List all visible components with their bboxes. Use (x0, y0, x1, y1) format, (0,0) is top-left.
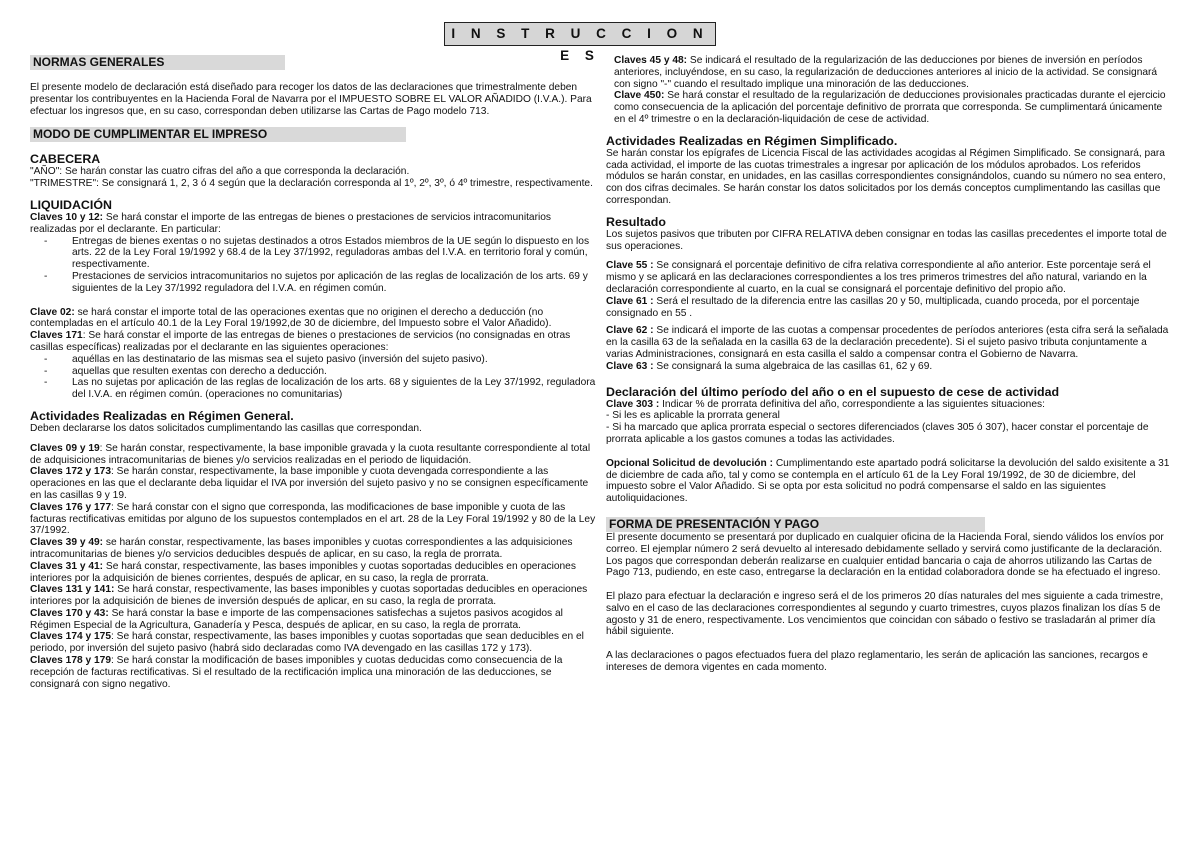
clave-178-paragraph (30, 655, 600, 690)
clave-63-label: Clave 63 : (606, 360, 654, 372)
ultimo-periodo-heading: Declaración del último período del año o en el supuesto de cese de actividad (606, 384, 1060, 399)
clave-176-text: : Se hará constar con el signo que corresponda, las modificaciones de base imponible y cuota de las facturas rectificativas emitidas por alguno de los supuestos contemplados en el art. 28 de la Ley Foral 19/1992 y 80 de la Ley 37/1992. (30, 501, 596, 537)
clave-10-label: Claves 10 y 12: (30, 211, 104, 223)
right-column (606, 55, 1170, 674)
cabecera-line-2: "TRIMESTRE": Se consignará 1, 2, 3 ó 4 según que la declaración corresponda al 1º, 2º, 3º, ó 4º trimestre, respectivamente. (30, 178, 593, 190)
clave-55-paragraph (606, 260, 1170, 295)
opcional-devolucion-text: Cumplimentando este apartado podrá solicitarse la devolución del saldo exisitente a 31 de diciembre de cada año, tal y como se contempla en el artículo 61 de la Ley Foral 19/1992, de 30 de diciembre, del impuesto sobre el Valor Añadido. Si se opta por esta solicitud no podrá compensarse el saldo en las siguientes autoliquidaciones. (606, 457, 1170, 505)
clave-303-paragraph (606, 399, 1170, 411)
clave-178-label: Claves 178 y 179 (30, 655, 112, 667)
clave-174-paragraph (30, 631, 600, 655)
clave-62-paragraph (606, 325, 1170, 360)
clave-09-text: : Se harán constar, respectivamente, la base imponible gravada y la cuota resultante correspondiente al total de adquisiciones intracomunitarias de bienes y/o servicios realizadas en el periodo de liquidación. (30, 442, 591, 466)
resultado-heading: Resultado (606, 214, 666, 229)
clave-172-label: Claves 172 y 173 (30, 466, 112, 478)
clave-450-text: Se hará constar el resultado de la regularización de deducciones provisionales practicadas durante el ejercicio como consecuencia de la aplicación del porcentaje definitivo de prorrata que corresponda. Se cumplimentará únicamente en el 4º trimestre o en la declaración-liquidación de cese de actividad. (614, 90, 1166, 125)
clave-174-text: : Se hará constar, respectivamente, las bases imponibles y cuotas soportadas que sean deducibles en el periodo, por inversión del sujeto pasivo (habrá sido declaradas como IVA devengado en las casillas 172 y 173). (30, 631, 584, 655)
clave-303-text: Indicar % de prorrata definitiva del año, correspondiente a las siguientes situaciones: (659, 398, 1045, 410)
clave-178-text: : Se hará constar la modificación de bases imponibles y cuotas deducidas como consecuencia de la recepción de facturas rectificativas. Si el resultado de la rectificación implica una minoración de las deducciones, se consignará con signo negativo. (30, 655, 563, 690)
normas-text: El presente modelo de declaración está diseñado para recoger los datos de las declaraciones que trimestralmente deben presentar los contribuyentes en la Hacienda Foral de Navarra por el IMPUESTO SOBRE EL VALOR AÑADIDO (I.V.A.). Para efectuar los ingresos que, en su caso, correspondan deben utilizarse las Cartas de Pago modelo 713. (30, 82, 592, 117)
clave-10-text: Se hará constar el importe de las entregas de bienes o prestaciones de servicios intracomunitarios realizadas por el declarante. En particular: (30, 211, 551, 235)
clave-02-label: Clave 02: (30, 306, 75, 318)
left-column (30, 55, 600, 690)
clave-63-text: Se consignará la suma algebraica de las casillas 61, 62 y 69. (653, 360, 933, 372)
list-item: - Prestaciones de servicios intracomunitarios no sujetos por aplicación de las reglas de localización de los arts. 69 y siguientes de la Ley 37/1992 reguladora del I.V.A. en régimen común. (30, 271, 600, 295)
clave-55-text: Se consignará el porcentaje definitivo de cifra relativa correspondiente al año anterior. Este porcentaje será el mismo y se aplicará en las declaraciones correspondientes a los tres primeros trimestres del año natural, variando en la declaración correspondiente al cuarto, en la cual se consignará el porcentaje definitivo del propio año. (606, 260, 1151, 295)
clave-171-text: : Se hará constar el importe de las entregas de bienes o prestaciones de servicios (no consignadas en otras casillas específicas) realizadas por el declarante en las siguientes operaciones: (30, 330, 571, 353)
list-item: - aquéllas en las destinatario de las mismas sea el sujeto pasivo (inversión del sujeto pasivo). (30, 354, 600, 366)
clave-02-text: se hará constar el importe total de las operaciones exentas que no originen el derecho a deducción (no contempladas en el artículo 40.1 de la Ley Foral 19/1992,de 30 de diciembre, del Impuesto sobre el Valor Añadido). (30, 306, 552, 330)
page-title: I N S T R U C C I O N E S (444, 22, 716, 46)
opcional-devolucion-paragraph (606, 458, 1170, 505)
clave-45-text: Se indicará el resultado de la regularización de las deducciones por bienes de inversión en períodos anteriores, incluyéndose, en su caso, la regularización de deducciones anteriores al inicio de la actividad. Se consignará con signo "-" cuando el resultado implique una minoración de las deducciones. (614, 55, 1158, 90)
clave-170-text: Se hará constar la base e importe de las compensaciones satisfechas a sujetos pasivos acogidos al Régimen Especial de la Agricultura, Ganadería y Pesca, después de aplicar, en su caso, la regla de prorrata. (30, 607, 563, 631)
clave-170-label: Claves 170 y 43: (30, 607, 109, 619)
clave-171-list (30, 354, 600, 401)
clave-31-text: Se hará constar, respectivamente, las bases imponibles y cuotas soportadas deducibles en operaciones interiores por la adquisición de bienes corrientes, después de aplicar, en su caso, la regla de prorrata. (30, 560, 576, 584)
forma-presentacion-heading: FORMA DE PRESENTACIÓN Y PAGO (606, 517, 985, 532)
clave-45-label: Claves 45 y 48: (614, 55, 688, 66)
cabecera-heading: CABECERA (30, 152, 101, 167)
clave-55-label: Clave 55 : (606, 260, 654, 272)
list-item: - Entregas de bienes exentas o no sujetas destinados a otros Estados miembros de la UE según lo dispuesto en los arts. 22 de la Ley Foral 19/1992 y 68.4 de la Ley 37/1992, reguladoras ambas del I.V.A. en territorio foral y común, respectivamente. (30, 236, 600, 271)
modo-heading: MODO DE CUMPLIMENTAR EL IMPRESO (30, 127, 406, 142)
clave-10-paragraph (30, 212, 600, 236)
list-item: - aquellas que resulten exentas con derecho a deducción. (30, 366, 600, 378)
clave-61-text: Será el resultado de la diferencia entre las casillas 20 y 50, multiplicada, cuando proceda, por el porcentaje consignado en 55 . (606, 295, 1140, 319)
clave-39-paragraph (30, 537, 600, 561)
clave-31-paragraph (30, 561, 600, 585)
clave-39-label: Claves 39 y 49: (30, 537, 104, 549)
clave-61-label: Clave 61 : (606, 295, 654, 307)
clave-450-paragraph (606, 90, 1170, 125)
clave-31-label: Claves 31 y 41: (30, 560, 104, 572)
clave-303-label: Clave 303 : (606, 398, 660, 410)
clave-303-item-2: - Si ha marcado que aplica prorrata especial o sectores diferenciados (claves 305 ó 307), hacer constar el porcentaje de prorrata aplicable a los gastos comunes a todas las actividades. (606, 422, 1149, 445)
clave-02-paragraph (30, 307, 600, 331)
liquidacion-heading: LIQUIDACIÓN (30, 197, 112, 212)
clave-171-label: Claves 171 (30, 330, 83, 342)
clave-172-paragraph (30, 466, 600, 501)
normas-heading: NORMAS GENERALES (30, 55, 285, 70)
cabecera-line-1: "AÑO": Se harán constar las cuatro cifras del año a que corresponda la declaración. (30, 166, 410, 178)
clave-63-paragraph (606, 361, 1170, 373)
forma-text-1: El presente documento se presentará por duplicado en cualquier oficina de la Hacienda Foral, siendo válidos los envíos por correo. El ejemplar número 2 será devuelto al interesado debidamente sellado y servirá como justificante de la declaración. Los pagos que correspondan deberán realizarse en cualquier entidad bancaria o caja de ahorros utilizando las Cartas de Pago 713, pudiendo, en este caso, entregarse la declaración en la entidad colaboradora donde se ha efectuado el ingreso. (606, 531, 1164, 579)
regimen-general-heading: Actividades Realizadas en Régimen General. (30, 408, 294, 423)
clave-131-paragraph (30, 584, 600, 608)
regimen-simplificado-text: Se harán constar los epígrafes de Licencia Fiscal de las actividades acogidas al Régimen Simplificado. Se consignará, para cada actividad, el importe de las cuotas trimestrales a ingresar por aplicación de los módulos aprobados. Los referidos módulos se harán constar, en unidades, en las casillas correspondientes consignándolos, cuando su número no sea entero, con dos cifras decimales. Se harán constar los datos solicitados por los demás conceptos cumplimentando las casillas que correspondan. (606, 147, 1166, 206)
resultado-text: Los sujetos pasivos que tributen por CIFRA RELATIVA deben consignar en todas las casillas precedentes el importe total de sus operaciones. (606, 228, 1167, 252)
clave-39-text: se harán constar, respectivamente, las bases imponibles y cuotas correspondientes a las adquisiciones intracomunitarias de bienes y/o servicios deducibles después de aplicar, en su caso, la regla de prorrata. (30, 537, 573, 560)
clave-303-item-1: - Si les es aplicable la prorrata general (606, 410, 780, 422)
opcional-devolucion-label: Opcional Solicitud de devolución : (606, 457, 773, 469)
list-item: - Las no sujetas por aplicación de las reglas de localización de los arts. 68 y siguientes de la Ley 37/1992, reguladora del I.V.A. en régimen común. (operaciones no comunitarias) (30, 377, 600, 401)
regimen-simplificado-heading: Actividades Realizadas en Régimen Simplificado. (606, 133, 898, 148)
clave-09-paragraph (30, 443, 600, 467)
clave-170-paragraph (30, 608, 600, 632)
clave-09-label: Claves 09 y 19 (30, 442, 100, 454)
clave-176-paragraph (30, 502, 600, 537)
clave-62-text: Se indicará el importe de las cuotas a compensar procedentes de períodos anteriores (esta cifra será la señalada en la casilla 63 de la señalada en la casilla 63 de la declaración precedente). Si el sujeto pasivo tributa conjuntamente a varias Administraciones, consignará en esta casilla el saldo a compensar contra el Gobierno de Navarra. (606, 325, 1169, 360)
clave-176-label: Claves 176 y 177 (30, 501, 112, 513)
clave-174-label: Claves 174 y 175 (30, 631, 112, 643)
clave-450-label: Clave 450: (614, 90, 665, 102)
forma-text-2: El plazo para efectuar la declaración e ingreso será el de los primeros 20 días naturales del mes siguiente a cada trimestre, salvo en el caso de las declaraciones correspondientes al segundo y cuarto trimestres, cuyos plazos finalizan los días 5 de agosto y 31 de enero, respectivamente. Los vencimientos que coincidan con sábado o festivo se trasladarán al primer día hábil siguiente. (606, 591, 1164, 638)
clave-45-paragraph (606, 55, 1170, 90)
clave-171-paragraph (30, 330, 600, 354)
clave-131-label: Claves 131 y 141: (30, 584, 115, 596)
clave-61-paragraph (606, 296, 1170, 320)
clave-10-list (30, 236, 600, 295)
clave-172-text: : Se harán constar, respectivamente, la base imponible y cuota devengada correspondiente a las operaciones en las que el declarante deba liquidar el IVA por inversión del sujeto pasivo y no se consignen específicamente en las casillas 9 y 19. (30, 466, 589, 501)
clave-131-text: Se hará constar, respectivamente, las bases imponibles y cuotas soportadas deducibles en operaciones interiores por la adquisición de bienes de inversión después de aplicar, en su caso, la regla de prorrata. (30, 584, 588, 608)
regimen-general-text: Deben declararse los datos solicitados cumplimentando las casillas que correspondan. (30, 422, 422, 434)
forma-text-3: A las declaraciones o pagos efectuados fuera del plazo reglamentario, les serán de aplicación las sanciones, recargos e intereses de demora vigentes en cada momento. (606, 650, 1148, 674)
clave-62-label: Clave 62 : (606, 325, 654, 337)
